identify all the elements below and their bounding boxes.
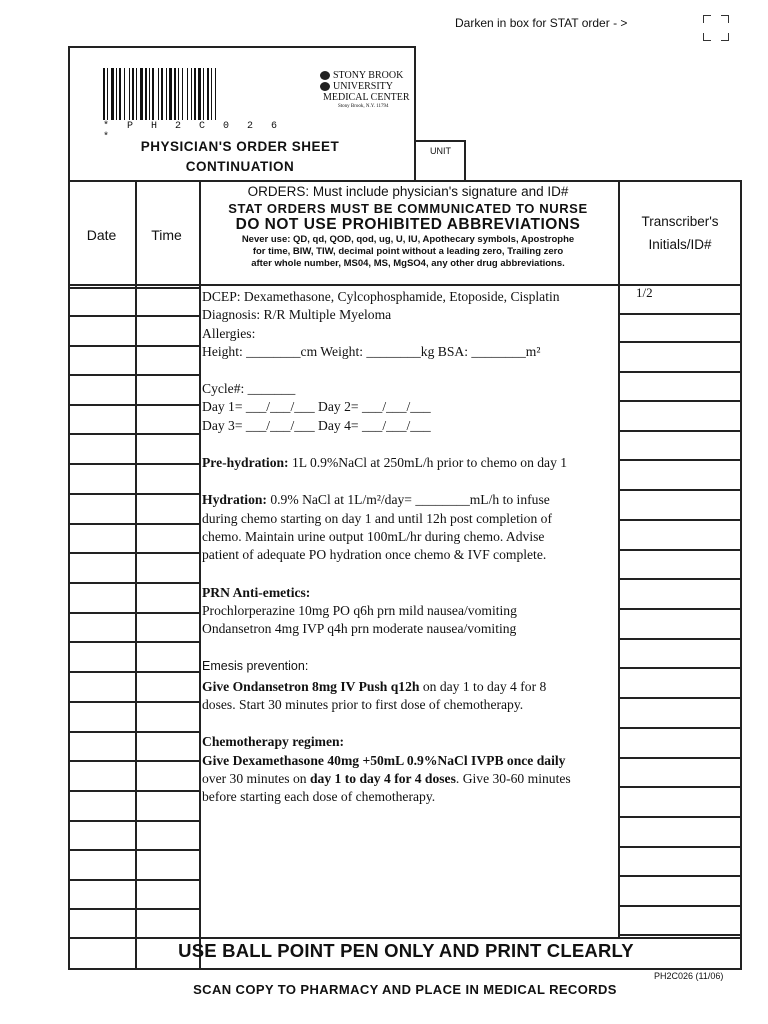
chemo-text: over 30 minutes on bbox=[202, 770, 310, 786]
row-line bbox=[70, 879, 200, 881]
transcriber-column-header bbox=[620, 210, 740, 256]
hydration-line: during chemo starting on day 1 and until 12h post completion of bbox=[202, 510, 552, 526]
row-line bbox=[619, 549, 740, 551]
emesis-bold: Give Ondansetron 8mg IV Push q12h bbox=[202, 678, 420, 694]
emesis-label: Emesis prevention: bbox=[202, 659, 309, 674]
days-line: Day 1= ___/___/___ Day 2= ___/___/___ bbox=[202, 399, 431, 415]
row-line bbox=[70, 641, 200, 643]
allergies-line: Allergies: bbox=[202, 325, 256, 341]
date-column-header: Date bbox=[86, 227, 117, 243]
prn-label-text: PRN Anti-emetics: bbox=[202, 584, 311, 600]
row-line bbox=[70, 493, 200, 495]
row-line bbox=[70, 287, 200, 289]
row-line bbox=[70, 849, 200, 851]
row-line bbox=[619, 727, 740, 729]
row-line bbox=[70, 731, 200, 733]
hydration-text: 0.9% NaCl at 1L/m²/day= ________mL/h to infuse bbox=[266, 492, 550, 508]
row-line bbox=[619, 757, 740, 759]
footer-divider bbox=[70, 937, 740, 939]
row-line bbox=[619, 638, 740, 640]
row-line bbox=[70, 612, 200, 614]
row-line bbox=[619, 816, 740, 818]
row-line bbox=[70, 315, 200, 317]
chemo-bold: day 1 to day 4 for 4 doses bbox=[309, 770, 456, 786]
emesis-line: doses. Start 30 minutes prior to first dose of chemotherapy. bbox=[202, 697, 524, 713]
chemo-text: . Give 30-60 minutes bbox=[455, 770, 571, 786]
stat-order-note: Darken in box for STAT order - > bbox=[455, 16, 628, 30]
days-line: Day 3= ___/___/___ Day 4= ___/___/___ bbox=[202, 417, 431, 433]
row-line bbox=[70, 582, 200, 584]
row-line bbox=[619, 786, 740, 788]
row-line bbox=[70, 820, 200, 822]
row-line bbox=[619, 313, 740, 315]
prn-line: Ondansetron 4mg IVP q4h prn moderate nausea/vomiting bbox=[202, 621, 517, 637]
row-line bbox=[619, 697, 740, 699]
row-line bbox=[70, 701, 200, 703]
unit-label: UNIT bbox=[430, 146, 451, 156]
row-line bbox=[619, 846, 740, 848]
transcriber-header-line: Initials/ID# bbox=[648, 237, 712, 252]
prehydration-label: Pre-hydration: bbox=[202, 455, 289, 471]
row-line bbox=[619, 875, 740, 877]
measurements-line: Height: ________cm Weight: ________kg BSA: ________m² bbox=[202, 343, 541, 359]
logo-line: UNIVERSITY bbox=[333, 81, 393, 92]
page-number: 1/2 bbox=[636, 285, 653, 300]
row-line bbox=[619, 371, 740, 373]
transcriber-header-line: Transcriber's bbox=[641, 214, 719, 229]
scan-instruction: SCAN COPY TO PHARMACY AND PLACE IN MEDICAL RECORDS bbox=[193, 982, 617, 997]
row-line bbox=[70, 345, 200, 347]
emesis-text: on day 1 to day 4 for 8 bbox=[419, 678, 547, 694]
hydration-line: chemo. Maintain urine output 100mL/hr during chemo. Advise bbox=[202, 528, 545, 544]
barcode-icon bbox=[103, 68, 293, 120]
row-line bbox=[70, 671, 200, 673]
regimen-text: DCEP: Dexamethasone, Cylcophosphamide, Etoposide, Cisplatin bbox=[202, 289, 560, 304]
prn-label bbox=[202, 584, 616, 602]
barcode-text: * P H 2 C 0 2 6 * bbox=[103, 121, 284, 143]
row-line bbox=[619, 489, 740, 491]
sheet-title-line: CONTINUATION bbox=[185, 159, 295, 174]
pen-instruction: USE BALL POINT PEN ONLY AND PRINT CLEARLY bbox=[178, 940, 634, 961]
chemo-label-text: Chemotherapy regimen: bbox=[202, 734, 345, 750]
row-line bbox=[70, 374, 200, 376]
chemo-line bbox=[202, 770, 616, 788]
row-line bbox=[619, 934, 740, 936]
orders-header-line: after whole number, MS04, MS, MgSO4, any other drug abbreviations. bbox=[251, 258, 565, 269]
row-line bbox=[70, 790, 200, 792]
emesis-line bbox=[202, 678, 616, 696]
orders-header-line: Never use: QD, qd, QOD, qod, ug, U, IU, Apothecary symbols, Apostrophe bbox=[241, 234, 575, 245]
row-line bbox=[619, 430, 740, 432]
sheet-title-line: PHYSICIAN'S ORDER SHEET bbox=[140, 139, 340, 154]
row-line bbox=[70, 760, 200, 762]
logo-mark-icon bbox=[320, 71, 330, 80]
row-line bbox=[619, 519, 740, 521]
row-line bbox=[619, 400, 740, 402]
row-line bbox=[619, 578, 740, 580]
column-divider bbox=[618, 182, 620, 937]
row-line bbox=[70, 552, 200, 554]
row-line bbox=[619, 459, 740, 461]
orders-content bbox=[202, 288, 616, 807]
row-line bbox=[70, 908, 200, 910]
chemo-bold: Give Dexamethasone 40mg +50mL 0.9%NaCl IVPB once daily bbox=[202, 752, 566, 768]
row-line bbox=[619, 608, 740, 610]
chemo-line bbox=[202, 752, 616, 770]
row-line bbox=[70, 433, 200, 435]
orders-header-line: ORDERS: Must include physician's signature and ID# bbox=[247, 184, 569, 199]
orders-column-header bbox=[199, 184, 617, 270]
form-code: PH2C026 (11/06) bbox=[654, 971, 724, 981]
row-line bbox=[70, 463, 200, 465]
row-line bbox=[619, 341, 740, 343]
diagnosis-line: Diagnosis: R/R Multiple Myeloma bbox=[202, 307, 392, 323]
stat-order-checkbox[interactable] bbox=[703, 15, 729, 41]
logo-line: MEDICAL CENTER bbox=[323, 92, 410, 103]
logo-mark-icon bbox=[320, 82, 330, 91]
sheet-title bbox=[70, 137, 410, 177]
chemo-line: before starting each dose of chemotherapy. bbox=[202, 789, 436, 805]
prn-line: Prochlorperazine 10mg PO q6h prn mild nausea/vomiting bbox=[202, 602, 517, 618]
orders-header-line: STAT ORDERS MUST BE COMMUNICATED TO NURSE bbox=[228, 201, 588, 216]
prehydration-line bbox=[202, 454, 616, 472]
orders-header-line: for time, BIW, TIW, decimal point without a leading zero, Trailing zero bbox=[252, 246, 564, 257]
chemo-label bbox=[202, 733, 616, 751]
row-line bbox=[70, 523, 200, 525]
row-line bbox=[70, 404, 200, 406]
row-line bbox=[619, 667, 740, 669]
logo-address: Stony Brook, N.Y. 11794 bbox=[338, 104, 389, 109]
orders-header-line: DO NOT USE PROHIBITED ABBREVIATIONS bbox=[235, 216, 581, 233]
regimen-line bbox=[202, 288, 616, 306]
hydration-label: Hydration: bbox=[202, 492, 267, 508]
hydration-line: patient of adequate PO hydration once chemo & IVF complete. bbox=[202, 547, 547, 563]
hydration-line bbox=[202, 491, 616, 509]
time-column-header: Time bbox=[151, 227, 182, 243]
cycle-line: Cycle#: _______ bbox=[202, 381, 296, 397]
logo-line: STONY BROOK bbox=[333, 70, 404, 81]
hospital-logo bbox=[320, 70, 415, 110]
row-line bbox=[619, 905, 740, 907]
prehydration-text: 1L 0.9%NaCl at 250mL/h prior to chemo on day 1 bbox=[288, 455, 568, 471]
